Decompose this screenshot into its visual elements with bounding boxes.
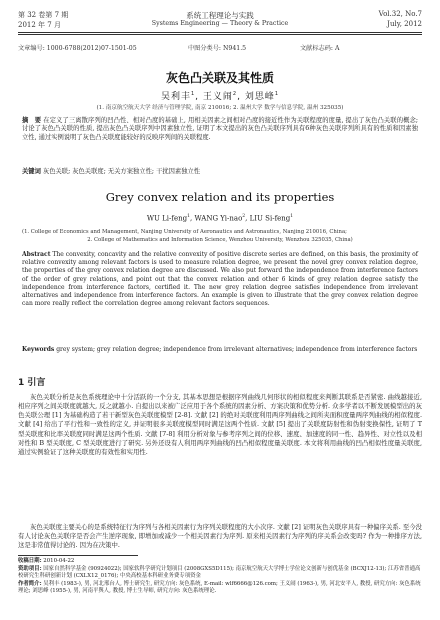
affiliation-en-line2: 2. College of Mathematics and Information Science, Wenzhou University, Wenzhou 325035, China): [87, 236, 353, 243]
abstract-text-en: The convexity, concavity and the relative convexity of positive discrete series are defined, on this basis, the proximity of relative convexity among relevant factors is used to measure relation degree, we present the novel grey convex relation degree, the properties of the grey convex relation degree are discussed. We also put forward the independence from interference factors of the order of grey relations, and point out that the convex relation and other 6 kinds of grey relation degree satisfy the independence from interference factors, certified it. The new grey relation degree satisfies independence from irrelevant alternatives and independence from interference factors. An example is given to illustrate that the grey convex relation degree can more really reflect the correlation degree among relevant factors sequences.: [22, 251, 418, 308]
footnote-received-label: 收稿日期:: [18, 558, 42, 564]
footnote-fund-label: 资助项目:: [18, 565, 42, 572]
author-sup: 1: [190, 91, 196, 97]
author-name: LIU Si-feng: [249, 214, 291, 223]
footnote: [18, 558, 422, 596]
keywords-text-en: grey system; grey relation degree; independence from irrelevant alternatives; independence from interference factors: [56, 346, 418, 353]
keywords-label-en: Keywords: [22, 346, 55, 353]
abstract-en: [22, 251, 418, 308]
footnote-author-text: 吴利丰 (1983-), 男, 河北邢台人, 博士研究生, 研究方向: 灰色系统, E-mail: wlf6666@126.com; 王义闹 (1963-), 男, 河北安平人, 教授, 研究方向: 灰色系统理论; 刘思峰 (1955-), 男, 河南平舆人, 教授, 博士生导师, 研究方向: 灰色系统理论.: [18, 580, 421, 595]
author-name: WU Li-feng: [146, 214, 188, 223]
abstract-label-cn: 摘 要: [22, 117, 42, 124]
page-title-cn: 灰色凸关联及其性质: [165, 71, 274, 85]
author-name: 王义闹: [202, 92, 233, 102]
header-journal-en: Systems Engineering — Theory & Practice: [151, 20, 289, 27]
affiliation-en: [22, 229, 418, 244]
affiliation-en-line1: (1. College of Economics and Management, Nanjing University of Aeronautics and Astronautics, Nanjing 210016, China;: [22, 229, 347, 235]
author-name: 刘思峰: [244, 92, 275, 102]
article-id: 文章编号: 1000-6788(2012)07-1501-05: [18, 45, 137, 52]
section-heading: 1 引言: [18, 378, 46, 388]
footnote-author-label: 作者简介:: [18, 580, 42, 587]
header-date: 2012 年 7 月: [18, 21, 61, 29]
affiliation-cn: (1. 南京航空航天大学 经济与管理学院, 南京 210016; 2. 温州大学 数学与信息学院, 温州 325035): [96, 105, 344, 111]
footnote-rule: [18, 555, 138, 556]
footnote-fund-text: 国家自然科学基金 (90924022); 国家软科学研究计划项目 (2008GXS5D115); 南京航空航天大学博士学位论文创新与创优基金 (BCXJ12-13); 江苏省普通高校研究生科研创新计划 (CXLX12_0176); 中央高校基本科研业务费专项资金: [18, 565, 421, 580]
header-date-en: July, 2012: [387, 20, 422, 28]
author-name: WANG Yi-nao: [194, 214, 243, 223]
header-rule: [18, 32, 422, 33]
body-paragraph: 灰色关联分析是灰色系统理论中十分活跃的一个分支, 其基本思想是根据序列曲线几何形状的相似程度来判断其联系是否紧密. 曲线越接近, 相应序列之间关联度就越大, 反之就越小. 自提出以来被广泛应用于各个系统的因素分析、方案决策和优势分析. 众多学者以不断发展模型出的灰色关联公理 [1] 为基础构造了若干新型灰色关联度模型 [2-8]. 文献 [2] 的绝对关联度利用两序列曲线之间所夹面积度量两序列曲线的相似程度. 文献 [4] 给出了平行性和一致性的定义, 并证明很多关联度模型同时满足这两个性质. 文献 [5] 提出了关联度防射性和伪射变换保性, 证明了 T 型关联度和比率关联度同时满足这两个性质. 文献 [7-8] 利用分析对象与参考序列之间的位移、速度、加速度的同一性、趋异性、对立性以及相对性和 B 型关联度, C 型关联度进行了研究. 另外还设有人利用两序列曲线的凹凸相似程度量关联度. 本文将利用曲线的凹凸相似性度量关联度, 通过实例验证了这种关联度的有效性和实用性.: [18, 393, 422, 456]
author-sup: 1: [290, 214, 294, 219]
author-sup: 1: [274, 91, 280, 97]
author-sup: 2: [242, 214, 246, 219]
keywords-text-cn: 灰色关联; 灰色关联度; 无关方案独立性; 干扰因素独立性: [42, 168, 201, 175]
header-volume: 第 32 卷第 7 期: [18, 11, 69, 19]
keywords-cn: [22, 168, 418, 176]
authors-cn: 吴利丰$^1$, 王义闹$^2$, 刘思峰$^1$: [160, 91, 280, 102]
author-name: 吴利丰: [160, 92, 191, 102]
author-sup: 1: [187, 214, 190, 219]
body-paragraph: 灰色关联度主要关心的是系统特征行为序列与各相关因素行为序列关联程度的大小次序. 文献 [2] 证明灰色关联序具有一种偏序关系. 至今没有人讨论灰色关联序是否会产生逆序现象, 即增加或减少一个相关因素行为序列. 原来相关因素行为序列的序关系会改变吗? 作为一种排序方法, 这是非常值得讨论的. 因为在决策中.: [18, 523, 422, 550]
header-rule-thin: [18, 34, 422, 35]
document-code: 文献标志码: A: [300, 45, 340, 52]
abstract-label-en: Abstract: [22, 251, 51, 258]
author-sup: 2: [232, 91, 238, 97]
header-journal-cn: 系统工程理论与实践: [186, 11, 254, 20]
abstract-cn: [22, 117, 418, 142]
footnote-received-date: 2010-04-22: [43, 558, 75, 564]
page-title-en: Grey convex relation and its properties: [105, 190, 335, 204]
keywords-label-cn: 关键词: [22, 168, 41, 175]
abstract-text-cn: 在定义了三离散序列的凹凸性、相对凸度的基础上, 用相关因素之间相对凸度的接近性作为关联程度的度量, 提出了灰色凸关联的概念; 讨论了灰色凸关联的性质, 提出灰色凸关联序列中因素独立性, 证明了本文提出的灰色凸关联序列具有6种灰色关联序列所具有的性质和因素独立性, 通过实例说明了灰色凸关联度能较好的反映序列间的关联程度.: [22, 117, 418, 141]
keywords-en: [22, 346, 418, 354]
clc-number: 中图分类号: N941.5: [188, 45, 247, 52]
footnote-received: [18, 558, 422, 566]
footnote-fund: [18, 566, 422, 581]
authors-en: WU Li-feng$^1$, WANG Yi-nao$^2$, LIU Si-feng$^1$: [146, 214, 294, 223]
header-volume-en: Vol.32, No.7: [378, 10, 422, 18]
footnote-author: [18, 581, 422, 596]
